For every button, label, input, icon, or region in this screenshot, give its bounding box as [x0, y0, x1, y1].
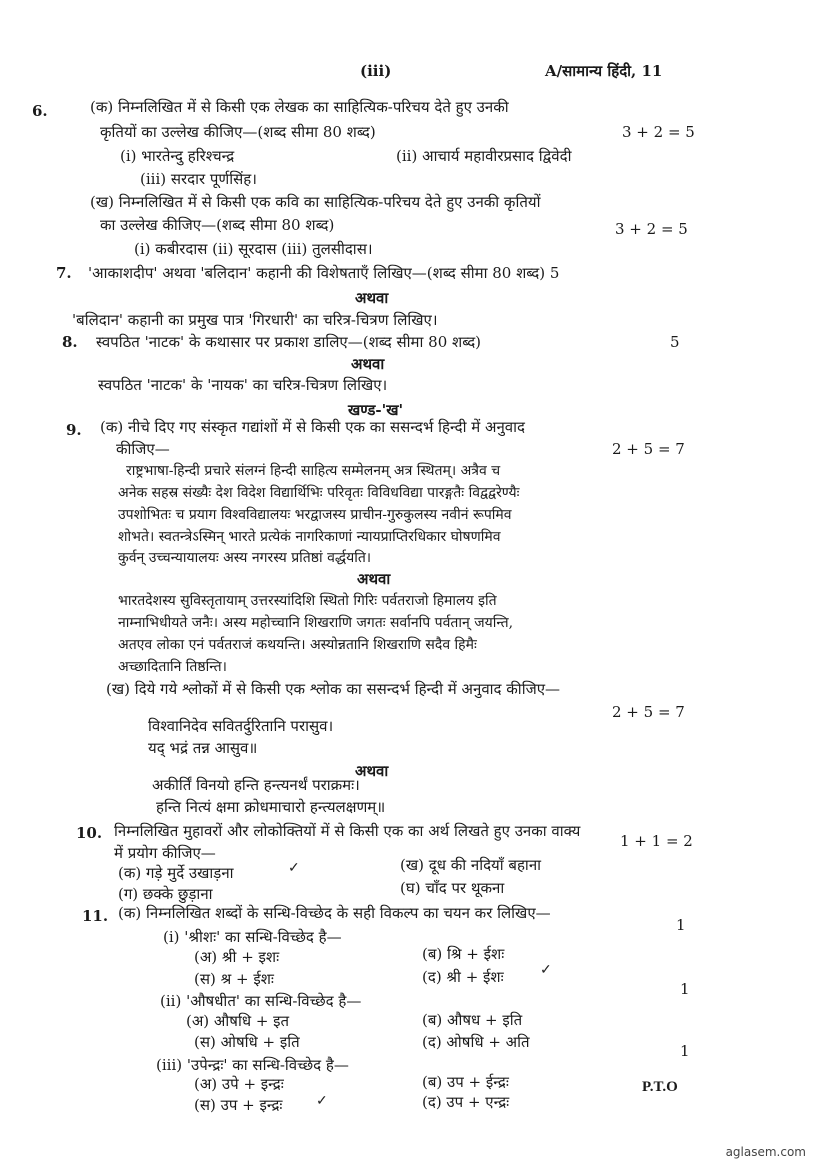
q6-ka-line2: कृतियों का उल्लेख कीजिए—(शब्द सीमा 80 शब्द): [100, 123, 376, 141]
q10-marks: 1 + 1 = 2: [620, 832, 693, 850]
q11-i-option-a: (अ) श्री + इशः: [194, 948, 280, 966]
q11-iii-option-c: (स) उप + इन्द्रः: [194, 1096, 283, 1114]
q11-iii-option-d: (द) उप + एन्द्रः: [422, 1093, 510, 1111]
q6-kha-options: (i) कबीरदास (ii) सूरदास (iii) तुलसीदास।: [134, 240, 373, 258]
q9-ka-line1: (क) नीचे दिए गए संस्कृत गद्यांशों में से किसी एक का ससन्दर्भ हिन्दी में अनुवाद: [100, 418, 525, 436]
subject-header: A/सामान्य हिंदी, 11: [545, 62, 663, 80]
q10-option-c: (ग) छक्के छुड़ाना: [118, 885, 213, 903]
q6-number: 6.: [32, 102, 48, 120]
q11-ii-option-b: (ब) औषध + इति: [422, 1011, 523, 1029]
page-label: (iii): [360, 62, 392, 80]
q7-number: 7.: [56, 264, 72, 282]
q8-marks: 5: [670, 333, 680, 351]
q8-text: स्वपठित 'नाटक' के कथासार पर प्रकाश डालिए—(शब्द सीमा 80 शब्द): [96, 333, 482, 351]
q11-iii-question: (iii) 'उपेन्द्रः' का सन्धि-विच्छेद है—: [156, 1056, 349, 1074]
q10-option-a: (क) गड़े मुर्दे उखाड़ना: [118, 864, 234, 882]
tick-mark: ✓: [540, 962, 552, 978]
q9-shloka1-line: यद् भद्रं तन्न आसुव॥: [148, 739, 258, 757]
q9-athva: अथवा: [357, 570, 391, 588]
q11-iii-option-a: (अ) उपे + इन्द्रः: [194, 1075, 284, 1093]
q11-iii-option-b: (ब) उप + ईन्द्रः: [422, 1073, 509, 1091]
q11-ii-option-c: (स) ओषधि + इति: [194, 1033, 300, 1051]
q10-option-b: (ख) दूध की नदियाँ बहाना: [400, 856, 542, 874]
q11-ii-question: (ii) 'औषधीत' का सन्धि-विच्छेद है—: [160, 992, 362, 1010]
q6-kha-line1: (ख) निम्नलिखित में से किसी एक कवि का साहित्यिक-परिचय देते हुए उनकी कृतियों: [90, 193, 541, 211]
tick-mark: ✓: [288, 860, 300, 876]
q10-line2: में प्रयोग कीजिए—: [114, 844, 216, 862]
pto-label: P.T.O: [642, 1079, 678, 1095]
q10-number: 10.: [76, 824, 103, 842]
q10-line1: निम्नलिखित मुहावरों और लोकोक्तियों में से किसी एक का अर्थ लिखते हुए उनका वाक्य: [114, 822, 581, 840]
q8-number: 8.: [62, 333, 78, 351]
q8-alternative: स्वपठित 'नाटक' के 'नायक' का चरित्र-चित्रण लिखिए।: [98, 376, 388, 394]
q9-kha-line: (ख) दिये गये श्लोकों में से किसी एक श्लोक का ससन्दर्भ हिन्दी में अनुवाद कीजिए—: [106, 680, 560, 698]
q9-athva-2: अथवा: [355, 762, 389, 780]
q6-ka-line1: (क) निम्नलिखित में से किसी एक लेखक का साहित्यिक-परिचय देते हुए उनकी: [90, 98, 509, 116]
q11-i-marks: 1: [676, 916, 686, 934]
q11-iii-marks: 1: [680, 1042, 690, 1060]
q9-shloka1-line: विश्वानिदेव सवितर्दुरितानि परासुव।: [148, 717, 334, 735]
q9-passage1-line: शोभते। स्वतन्त्रेऽस्मिन् भारते प्रत्येकं नागरिकाणां न्यायप्राप्तिरधिकार घोषणमिव: [118, 529, 501, 545]
q10-option-d: (घ) चाँद पर थूकना: [400, 879, 505, 897]
q9-passage1-line: कुर्वन् उच्चन्यायालयः अस्य नगरस्य प्रतिष्ठां वर्द्धयति।: [118, 550, 372, 566]
q11-ii-option-a: (अ) औषधि + इत: [186, 1012, 290, 1030]
q9-passage2-line: नाम्नाभिधीयते जनैः। अस्य महोच्चानि शिखराणि जगतः सर्वानपि पर्वतान् जयन्ति,: [118, 615, 514, 631]
q8-athva: अथवा: [351, 355, 385, 373]
q9-passage1-line: राष्ट्रभाषा-हिन्दी प्रचारे संलग्नं हिन्दी साहित्य सम्मेलनम् अत्र स्थितम्। अत्रैव च: [126, 463, 501, 479]
tick-mark: ✓: [316, 1093, 328, 1109]
q9-ka-line2: कीजिए—: [116, 440, 170, 458]
q11-i-option-c: (स) श्र + ईशः: [194, 970, 274, 988]
q9-ka-marks: 2 + 5 = 7: [612, 440, 685, 458]
q11-i-question: (i) 'श्रीशः' का सन्धि-विच्छेद है—: [163, 928, 342, 946]
q9-passage2-line: भारतदेशस्य सुविस्तृतायाम् उत्तरस्यांदिशि स्थितो गिरिः पर्वतराजो हिमालय इति: [118, 593, 497, 609]
q11-line: (क) निम्नलिखित शब्दों के सन्धि-विच्छेद के सही विकल्प का चयन कर लिखिए—: [118, 904, 551, 922]
q7-athva: अथवा: [355, 289, 389, 307]
q6-ka-option-2: (ii) आचार्य महावीरप्रसाद द्विवेदी: [396, 147, 572, 165]
q11-number: 11.: [82, 907, 109, 925]
q6-ka-marks: 3 + 2 = 5: [622, 123, 695, 141]
q9-kha-marks: 2 + 5 = 7: [612, 703, 685, 721]
q11-i-option-b: (ब) श्रि + ईशः: [422, 945, 505, 963]
q9-passage2-line: अतएव लोका एनं पर्वतराजं कथयन्ति। अस्योन्नतानि शिखराणि सदैव हिमैः: [118, 637, 477, 653]
q11-i-option-d: (द) श्री + ईशः: [422, 968, 504, 986]
q6-kha-line2: का उल्लेख कीजिए—(शब्द सीमा 80 शब्द): [100, 216, 335, 234]
q9-number: 9.: [66, 421, 82, 439]
q6-ka-option-3: (iii) सरदार पूर्णसिंह।: [140, 170, 257, 188]
q11-ii-option-d: (द) ओषधि + अति: [422, 1033, 530, 1051]
q6-kha-marks: 3 + 2 = 5: [615, 220, 688, 238]
q9-shloka2-line: अकीर्तिं विनयो हन्ति हन्त्यनर्थं पराक्रमः।: [152, 776, 360, 794]
section-heading: खण्ड-'ख': [348, 401, 404, 419]
q11-ii-marks: 1: [680, 980, 690, 998]
q9-passage1-line: अनेक सहस्र संख्यैः देश विदेश विद्यार्थिभिः परिवृतः विविधविद्या पारङ्गतैः विद्वद्वरेण्यैः: [118, 485, 520, 501]
q7-text: 'आकाशदीप' अथवा 'बलिदान' कहानी की विशेषताएँ लिखिए—(शब्द सीमा 80 शब्द) 5: [88, 264, 560, 282]
q9-passage1-line: उपशोभितः च प्रयाग विश्वविद्यालयः भरद्वाजस्य प्राचीन-गुरुकुलस्य नवीनं रूपमिव: [118, 507, 512, 523]
q9-shloka2-line: हन्ति नित्यं क्षमा क्रोधमाचारो हन्त्यलक्षणम्॥: [156, 798, 386, 816]
q6-ka-option-1: (i) भारतेन्दु हरिश्चन्द्र: [120, 147, 235, 165]
q9-passage2-line: अच्छादितानि तिष्ठन्ति।: [118, 659, 227, 675]
q7-alternative: 'बलिदान' कहानी का प्रमुख पात्र 'गिरधारी' का चरित्र-चित्रण लिखिए।: [72, 311, 438, 329]
watermark: aglasem.com: [725, 1145, 806, 1159]
